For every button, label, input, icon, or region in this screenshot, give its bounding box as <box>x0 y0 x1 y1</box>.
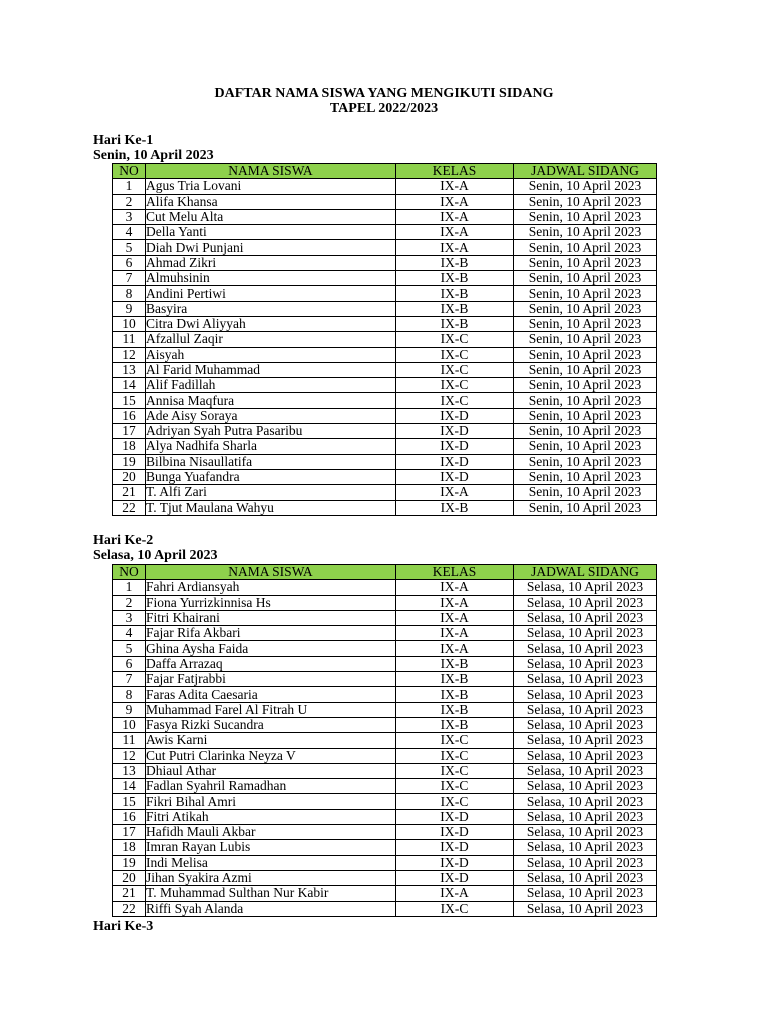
row-number: 1 <box>113 179 146 194</box>
student-name: Fitri Khairani <box>146 610 396 625</box>
table-row <box>113 687 657 702</box>
row-number: 5 <box>113 641 146 656</box>
column-header-no: NO <box>113 164 146 179</box>
row-number: 10 <box>113 717 146 732</box>
row-number: 19 <box>113 855 146 870</box>
student-name: Awis Karni <box>146 733 396 748</box>
row-number: 3 <box>113 610 146 625</box>
schedule-date: Selasa, 10 April 2023 <box>514 763 657 778</box>
schedule-date: Selasa, 10 April 2023 <box>514 855 657 870</box>
class-name: IX-C <box>396 794 514 809</box>
schedule-date: Senin, 10 April 2023 <box>514 286 657 301</box>
table-row <box>113 194 657 209</box>
row-number: 2 <box>113 194 146 209</box>
student-name: Fadlan Syahril Ramadhan <box>146 779 396 794</box>
row-number: 11 <box>113 733 146 748</box>
table-row <box>113 500 657 515</box>
table-row <box>113 763 657 778</box>
row-number: 17 <box>113 424 146 439</box>
schedule-date: Selasa, 10 April 2023 <box>514 580 657 595</box>
class-name: IX-B <box>396 656 514 671</box>
table-row <box>113 424 657 439</box>
class-name: IX-C <box>396 332 514 347</box>
table-row <box>113 870 657 885</box>
table-row <box>113 733 657 748</box>
class-name: IX-B <box>396 286 514 301</box>
day2-date: Selasa, 10 April 2023 <box>93 548 218 563</box>
schedule-date: Selasa, 10 April 2023 <box>514 733 657 748</box>
student-name: Riffi Syah Alanda <box>146 901 396 916</box>
table-row <box>113 717 657 732</box>
table-row <box>113 901 657 916</box>
schedule-date: Selasa, 10 April 2023 <box>514 794 657 809</box>
student-name: Alifa Khansa <box>146 194 396 209</box>
row-number: 2 <box>113 595 146 610</box>
document-title: DAFTAR NAMA SISWA YANG MENGIKUTI SIDANG <box>214 86 554 101</box>
table-row <box>113 702 657 717</box>
schedule-date: Selasa, 10 April 2023 <box>514 901 657 916</box>
student-name: Almuhsinin <box>146 271 396 286</box>
student-name: Bilbina Nisaullatifa <box>146 454 396 469</box>
row-number: 10 <box>113 316 146 331</box>
row-number: 21 <box>113 485 146 500</box>
day2-student-table <box>112 564 657 917</box>
day1-label: Hari Ke-1 <box>93 133 154 148</box>
table-row <box>113 286 657 301</box>
class-name: IX-C <box>396 733 514 748</box>
student-name: Muhammad Farel Al Fitrah U <box>146 702 396 717</box>
table-row <box>113 225 657 240</box>
row-number: 8 <box>113 687 146 702</box>
class-name: IX-C <box>396 748 514 763</box>
schedule-date: Senin, 10 April 2023 <box>514 240 657 255</box>
table-row <box>113 672 657 687</box>
schedule-date: Senin, 10 April 2023 <box>514 362 657 377</box>
student-name: Alya Nadhifa Sharla <box>146 439 396 454</box>
column-header-name: NAMA SISWA <box>146 164 396 179</box>
class-name: IX-A <box>396 194 514 209</box>
row-number: 6 <box>113 656 146 671</box>
schedule-date: Senin, 10 April 2023 <box>514 255 657 270</box>
row-number: 20 <box>113 870 146 885</box>
table-row <box>113 748 657 763</box>
schedule-date: Selasa, 10 April 2023 <box>514 687 657 702</box>
class-name: IX-A <box>396 610 514 625</box>
table-row <box>113 240 657 255</box>
student-name: Bunga Yuafandra <box>146 469 396 484</box>
schedule-date: Senin, 10 April 2023 <box>514 393 657 408</box>
row-number: 16 <box>113 408 146 423</box>
class-name: IX-C <box>396 763 514 778</box>
student-name: Fajar Fatjrabbi <box>146 672 396 687</box>
student-name: Fitri Atikah <box>146 809 396 824</box>
schedule-date: Senin, 10 April 2023 <box>514 408 657 423</box>
student-name: Fikri Bihal Amri <box>146 794 396 809</box>
schedule-date: Selasa, 10 April 2023 <box>514 717 657 732</box>
class-name: IX-B <box>396 255 514 270</box>
table-row <box>113 301 657 316</box>
schedule-date: Selasa, 10 April 2023 <box>514 626 657 641</box>
class-name: IX-A <box>396 580 514 595</box>
row-number: 15 <box>113 393 146 408</box>
table-row <box>113 485 657 500</box>
table-row <box>113 255 657 270</box>
schedule-date: Senin, 10 April 2023 <box>514 332 657 347</box>
student-name: T. Alfi Zari <box>146 485 396 500</box>
class-name: IX-A <box>396 595 514 610</box>
class-name: IX-B <box>396 500 514 515</box>
row-number: 22 <box>113 500 146 515</box>
student-name: Fiona Yurrizkinnisa Hs <box>146 595 396 610</box>
schedule-date: Selasa, 10 April 2023 <box>514 748 657 763</box>
day3-label: Hari Ke-3 <box>93 919 154 934</box>
student-name: T. Tjut Maulana Wahyu <box>146 500 396 515</box>
schedule-date: Selasa, 10 April 2023 <box>514 656 657 671</box>
schedule-date: Senin, 10 April 2023 <box>514 271 657 286</box>
row-number: 5 <box>113 240 146 255</box>
class-name: IX-A <box>396 179 514 194</box>
column-header-class: KELAS <box>396 565 514 580</box>
student-name: Ahmad Zikri <box>146 255 396 270</box>
class-name: IX-C <box>396 347 514 362</box>
class-name: IX-D <box>396 408 514 423</box>
table-row <box>113 886 657 901</box>
row-number: 17 <box>113 825 146 840</box>
table-row <box>113 408 657 423</box>
table-row <box>113 316 657 331</box>
row-number: 19 <box>113 454 146 469</box>
student-name: Della Yanti <box>146 225 396 240</box>
student-name: Dhiaul Athar <box>146 763 396 778</box>
student-name: Diah Dwi Punjani <box>146 240 396 255</box>
schedule-date: Senin, 10 April 2023 <box>514 500 657 515</box>
class-name: IX-D <box>396 825 514 840</box>
class-name: IX-C <box>396 393 514 408</box>
table-row <box>113 393 657 408</box>
table-row <box>113 454 657 469</box>
row-number: 12 <box>113 748 146 763</box>
student-name: Afzallul Zaqir <box>146 332 396 347</box>
student-name: Fahri Ardiansyah <box>146 580 396 595</box>
student-name: Ghina Aysha Faida <box>146 641 396 656</box>
class-name: IX-B <box>396 717 514 732</box>
row-number: 12 <box>113 347 146 362</box>
class-name: IX-D <box>396 855 514 870</box>
row-number: 7 <box>113 271 146 286</box>
table-row <box>113 641 657 656</box>
class-name: IX-D <box>396 439 514 454</box>
student-name: Andini Pertiwi <box>146 286 396 301</box>
table-row <box>113 779 657 794</box>
class-name: IX-C <box>396 378 514 393</box>
day2-label: Hari Ke-2 <box>93 533 154 548</box>
row-number: 13 <box>113 763 146 778</box>
class-name: IX-D <box>396 424 514 439</box>
table-header-row <box>113 565 657 580</box>
student-name: Citra Dwi Aliyyah <box>146 316 396 331</box>
student-name: Fasya Rizki Sucandra <box>146 717 396 732</box>
table-row <box>113 656 657 671</box>
student-name: Jihan Syakira Azmi <box>146 870 396 885</box>
class-name: IX-B <box>396 271 514 286</box>
row-number: 9 <box>113 702 146 717</box>
row-number: 4 <box>113 626 146 641</box>
schedule-date: Selasa, 10 April 2023 <box>514 641 657 656</box>
schedule-date: Selasa, 10 April 2023 <box>514 595 657 610</box>
table-row <box>113 825 657 840</box>
table-row <box>113 580 657 595</box>
schedule-date: Senin, 10 April 2023 <box>514 454 657 469</box>
row-number: 6 <box>113 255 146 270</box>
class-name: IX-B <box>396 301 514 316</box>
class-name: IX-A <box>396 485 514 500</box>
class-name: IX-D <box>396 840 514 855</box>
student-name: T. Muhammad Sulthan Nur Kabir <box>146 886 396 901</box>
table-header-row <box>113 164 657 179</box>
table-row <box>113 595 657 610</box>
student-name: Faras Adita Caesaria <box>146 687 396 702</box>
schedule-date: Senin, 10 April 2023 <box>514 469 657 484</box>
class-name: IX-A <box>396 641 514 656</box>
class-name: IX-B <box>396 316 514 331</box>
schedule-date: Senin, 10 April 2023 <box>514 301 657 316</box>
document-subtitle: TAPEL 2022/2023 <box>329 101 439 116</box>
row-number: 20 <box>113 469 146 484</box>
schedule-date: Senin, 10 April 2023 <box>514 225 657 240</box>
schedule-date: Senin, 10 April 2023 <box>514 194 657 209</box>
table-row <box>113 794 657 809</box>
student-name: Imran Rayan Lubis <box>146 840 396 855</box>
schedule-date: Senin, 10 April 2023 <box>514 424 657 439</box>
table-row <box>113 179 657 194</box>
table-row <box>113 271 657 286</box>
student-name: Cut Melu Alta <box>146 209 396 224</box>
schedule-date: Senin, 10 April 2023 <box>514 439 657 454</box>
student-name: Aisyah <box>146 347 396 362</box>
student-name: Alif Fadillah <box>146 378 396 393</box>
schedule-date: Selasa, 10 April 2023 <box>514 610 657 625</box>
class-name: IX-A <box>396 225 514 240</box>
row-number: 14 <box>113 378 146 393</box>
table-row <box>113 332 657 347</box>
schedule-date: Selasa, 10 April 2023 <box>514 870 657 885</box>
table-row <box>113 809 657 824</box>
table-row <box>113 855 657 870</box>
table-row <box>113 840 657 855</box>
schedule-date: Senin, 10 April 2023 <box>514 485 657 500</box>
class-name: IX-B <box>396 672 514 687</box>
row-number: 9 <box>113 301 146 316</box>
table-row <box>113 439 657 454</box>
row-number: 22 <box>113 901 146 916</box>
student-name: Ade Aisy Soraya <box>146 408 396 423</box>
day1-student-table <box>112 163 657 516</box>
student-name: Agus Tria Lovani <box>146 179 396 194</box>
table-row <box>113 469 657 484</box>
table-row <box>113 378 657 393</box>
column-header-no: NO <box>113 565 146 580</box>
column-header-schedule: JADWAL SIDANG <box>514 164 657 179</box>
row-number: 16 <box>113 809 146 824</box>
column-header-schedule: JADWAL SIDANG <box>514 565 657 580</box>
student-name: Cut Putri Clarinka Neyza V <box>146 748 396 763</box>
schedule-date: Senin, 10 April 2023 <box>514 209 657 224</box>
student-name: Daffa Arrazaq <box>146 656 396 671</box>
schedule-date: Selasa, 10 April 2023 <box>514 672 657 687</box>
student-name: Basyira <box>146 301 396 316</box>
row-number: 1 <box>113 580 146 595</box>
schedule-date: Senin, 10 April 2023 <box>514 347 657 362</box>
row-number: 18 <box>113 439 146 454</box>
class-name: IX-C <box>396 779 514 794</box>
schedule-date: Senin, 10 April 2023 <box>514 378 657 393</box>
table-row <box>113 347 657 362</box>
schedule-date: Selasa, 10 April 2023 <box>514 825 657 840</box>
student-name: Fajar Rifa Akbari <box>146 626 396 641</box>
class-name: IX-C <box>396 901 514 916</box>
schedule-date: Selasa, 10 April 2023 <box>514 809 657 824</box>
table-row <box>113 610 657 625</box>
class-name: IX-D <box>396 870 514 885</box>
student-name: Adriyan Syah Putra Pasaribu <box>146 424 396 439</box>
schedule-date: Senin, 10 April 2023 <box>514 179 657 194</box>
class-name: IX-A <box>396 886 514 901</box>
schedule-date: Selasa, 10 April 2023 <box>514 779 657 794</box>
row-number: 11 <box>113 332 146 347</box>
row-number: 3 <box>113 209 146 224</box>
row-number: 15 <box>113 794 146 809</box>
student-name: Indi Melisa <box>146 855 396 870</box>
table-row <box>113 362 657 377</box>
schedule-date: Selasa, 10 April 2023 <box>514 886 657 901</box>
row-number: 18 <box>113 840 146 855</box>
row-number: 8 <box>113 286 146 301</box>
column-header-class: KELAS <box>396 164 514 179</box>
schedule-date: Selasa, 10 April 2023 <box>514 702 657 717</box>
day1-date: Senin, 10 April 2023 <box>93 148 214 163</box>
row-number: 21 <box>113 886 146 901</box>
class-name: IX-A <box>396 209 514 224</box>
class-name: IX-A <box>396 240 514 255</box>
class-name: IX-B <box>396 702 514 717</box>
student-name: Hafidh Mauli Akbar <box>146 825 396 840</box>
column-header-name: NAMA SISWA <box>146 565 396 580</box>
class-name: IX-C <box>396 362 514 377</box>
schedule-date: Selasa, 10 April 2023 <box>514 840 657 855</box>
row-number: 7 <box>113 672 146 687</box>
class-name: IX-D <box>396 469 514 484</box>
class-name: IX-D <box>396 454 514 469</box>
row-number: 13 <box>113 362 146 377</box>
row-number: 4 <box>113 225 146 240</box>
student-name: Al Farid Muhammad <box>146 362 396 377</box>
table-row <box>113 626 657 641</box>
schedule-date: Senin, 10 April 2023 <box>514 316 657 331</box>
row-number: 14 <box>113 779 146 794</box>
table-row <box>113 209 657 224</box>
class-name: IX-B <box>396 687 514 702</box>
class-name: IX-D <box>396 809 514 824</box>
student-name: Annisa Maqfura <box>146 393 396 408</box>
class-name: IX-A <box>396 626 514 641</box>
